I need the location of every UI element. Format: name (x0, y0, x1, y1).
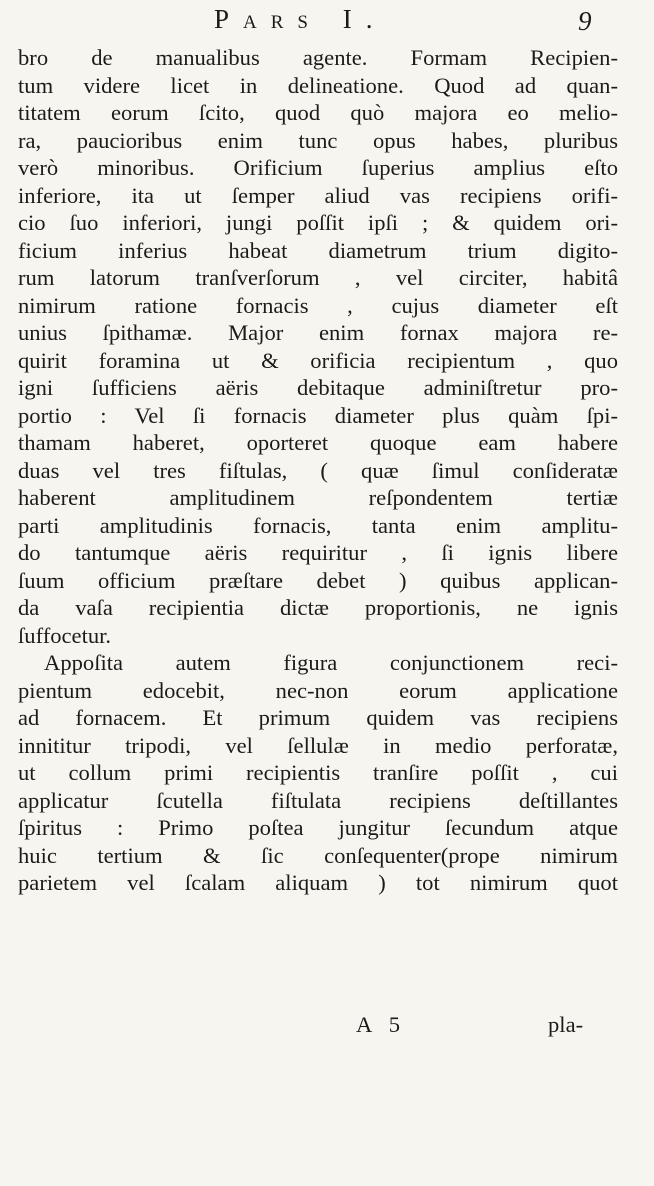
text-line: ſpiritus : Primo poſtea jungitur ſecundum atque (18, 815, 618, 840)
text-line: quirit foramina ut & orificia recipientum , quo (18, 347, 618, 373)
text-line: Appoſita autem figura conjunctionem reci- (44, 650, 618, 675)
text-line: ſuum officium præſtare debet ) quibus applican- (18, 567, 618, 593)
text-line: ficium inferius habeat diametrum trium digito- (18, 237, 618, 263)
text-line: ra, paucioribus enim tunc opus habes, pluribus (18, 127, 618, 153)
signature-mark: A 5 (356, 1012, 407, 1037)
text-line: rum latorum tranſverſorum , vel circiter, habitâ (18, 265, 618, 290)
catchword: pla- (548, 1012, 584, 1037)
text-line: cio ſuo inferiori, jungi poſſit ipſi ; & quidem ori- (18, 210, 618, 235)
text-line: duas vel tres fiſtulas, ( quæ ſimul conſideratæ (18, 457, 618, 483)
page-number: 9 (578, 6, 592, 36)
text-line: do tantumque aëris requiritur , ſi ignis libere (18, 540, 618, 565)
text-line: titatem eorum ſcito, quod quò majora eo melio- (18, 100, 618, 125)
text-line: bro de manualibus agente. Formam Recipien- (18, 45, 618, 70)
text-line: huic tertium & ſic conſequenter(prope nimirum (18, 842, 618, 868)
bottom-margin (0, 1060, 654, 1186)
text-line: thamam haberet, oporteret quoque eam habere (18, 430, 618, 455)
text-line: portio : Vel ſi fornacis diameter plus quàm ſpi- (18, 402, 618, 428)
text-line: da vaſa recipientia dictæ proportionis, ne ignis (18, 595, 618, 620)
running-head (0, 2, 654, 38)
text-line: igni ſufficiens aëris debitaque adminiſtretur pro- (18, 375, 618, 400)
text-line: inferiore, ita ut ſemper aliud vas recipiens orifi- (18, 182, 618, 208)
text-line: tum videre licet in delineatione. Quod ad quan- (18, 72, 618, 98)
page-footer (0, 1012, 654, 1042)
text-line: haberent amplitudinem reſpondentem tertiæ (18, 485, 618, 510)
running-head-title: Pars I. (214, 4, 387, 34)
body-text (18, 44, 618, 897)
text-line: parietem vel ſcalam aliquam ) tot nimirum quot (18, 870, 618, 895)
text-line: ad fornacem. Et primum quidem vas recipiens (18, 705, 618, 730)
text-line: verò minoribus. Orificium ſuperius amplius eſto (18, 155, 618, 180)
text-line: unius ſpithamæ. Major enim fornax majora re- (18, 320, 618, 345)
text-line: pientum edocebit, nec-non eorum applicatione (18, 677, 618, 703)
text-line: innititur tripodi, vel ſellulæ in medio perforatæ, (18, 732, 618, 758)
text-line: ſuffocetur. (18, 622, 112, 648)
text-line: ut collum primi recipientis tranſire poſſit , cui (18, 760, 618, 785)
text-line: nimirum ratione fornacis , cujus diameter eſt (18, 292, 618, 318)
text-line: parti amplitudinis fornacis, tanta enim amplitu- (18, 512, 618, 538)
text-line: applicatur ſcutella fiſtulata recipiens deſtillantes (18, 787, 618, 813)
